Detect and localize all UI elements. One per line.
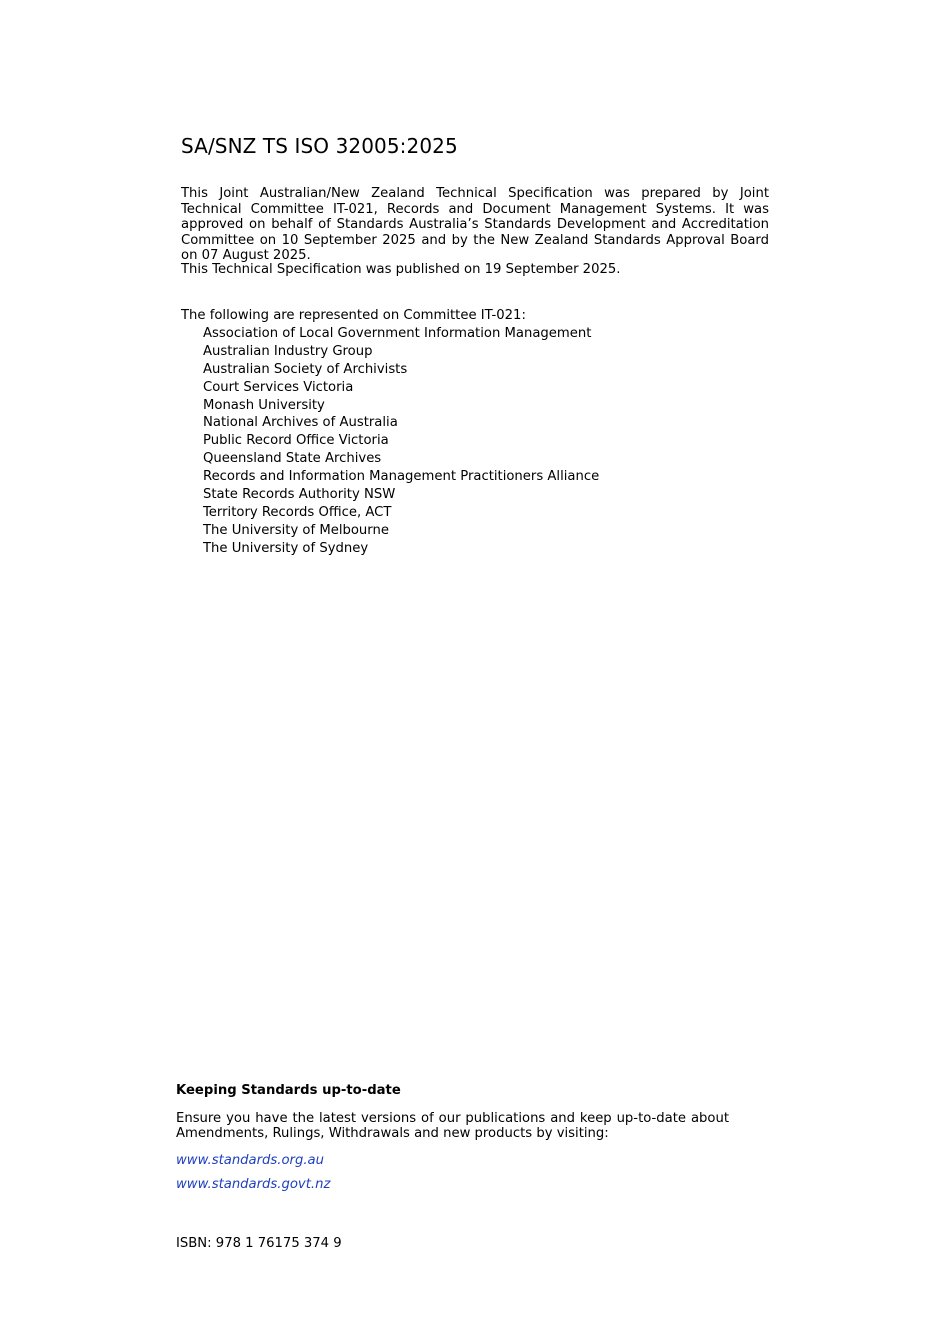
standards-australia-link[interactable]: www.standards.org.au bbox=[176, 1152, 324, 1168]
committee-intro: The following are represented on Committee IT-021: bbox=[181, 308, 526, 323]
committee-member: Territory Records Office, ACT bbox=[203, 504, 392, 520]
committee-member: The University of Melbourne bbox=[203, 522, 389, 538]
standards-nz-link[interactable]: www.standards.govt.nz bbox=[176, 1176, 331, 1192]
committee-member: Queensland State Archives bbox=[203, 451, 382, 467]
committee-member: State Records Authority NSW bbox=[203, 487, 396, 503]
keeping-up-to-date-section bbox=[176, 1082, 736, 1194]
committee-member: National Archives of Australia bbox=[203, 415, 398, 431]
committee-member: Records and Information Management Practitioners Alliance bbox=[203, 469, 600, 485]
committee-member: Public Record Office Victoria bbox=[203, 433, 389, 449]
committee-member: Australian Society of Archivists bbox=[203, 361, 408, 377]
committee-member: Monash University bbox=[203, 397, 325, 413]
preparation-statement: This Joint Australian/New Zealand Technical Specification was prepared by Joint Technical Committee IT-021, Records and Document Management Systems. It was approved on behalf of Standards Australia’s Standards Development and Accreditation Committee on 10 September 2025 and by the New Zealand Standards Approval Board on 07 August 2025. bbox=[181, 186, 769, 264]
committee-member: Australian Industry Group bbox=[203, 343, 373, 359]
committee-member: The University of Sydney bbox=[203, 540, 369, 556]
keeping-up-to-date-text: Ensure you have the latest versions of our publications and keep up-to-date about Amendments, Rulings, Withdrawals and new products by visiting: bbox=[176, 1111, 729, 1142]
committee-section bbox=[181, 307, 599, 558]
keeping-up-to-date-heading: Keeping Standards up-to-date bbox=[176, 1083, 401, 1098]
document-designation: SA/SNZ TS ISO 32005:2025 bbox=[181, 134, 458, 158]
publication-statement: This Technical Specification was published on 19 September 2025. bbox=[181, 262, 621, 277]
committee-member: Association of Local Government Information Management bbox=[203, 325, 592, 341]
isbn-number: ISBN: 978 1 76175 374 9 bbox=[176, 1236, 342, 1251]
committee-member: Court Services Victoria bbox=[203, 379, 354, 395]
committee-member-list bbox=[181, 325, 599, 558]
